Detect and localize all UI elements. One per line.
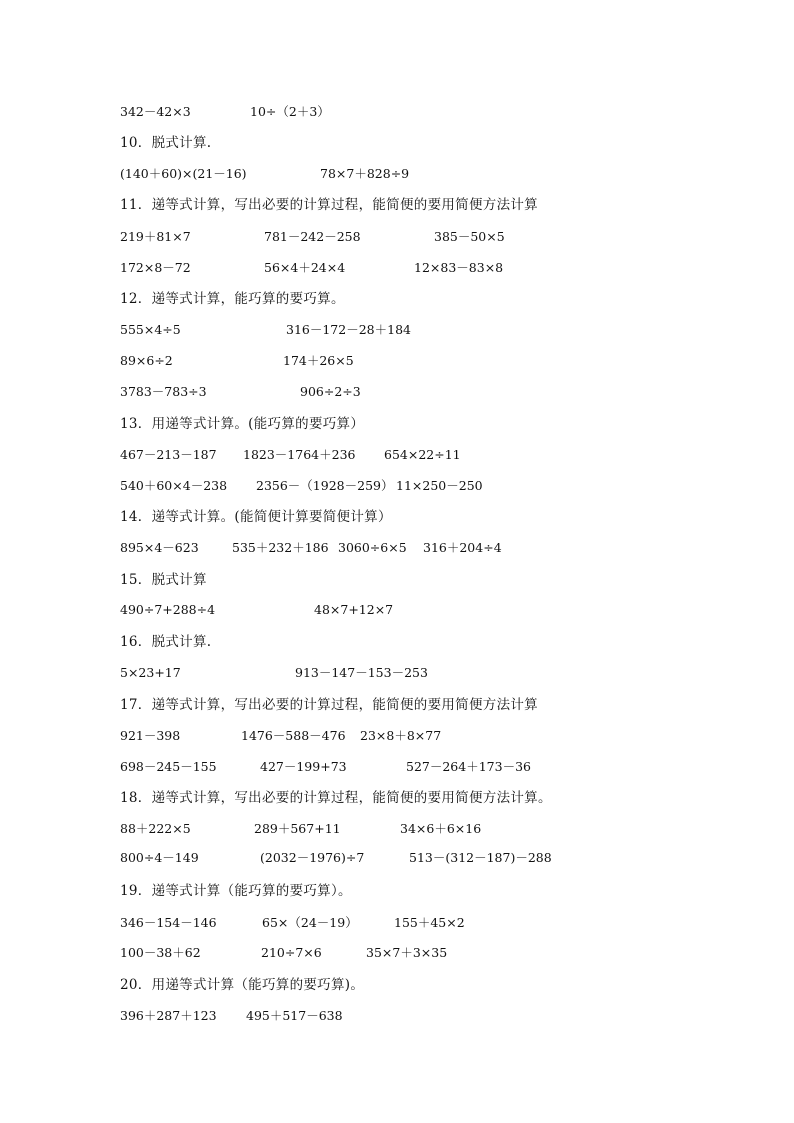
expression-row (0, 351, 794, 371)
expression-row (0, 227, 794, 247)
expression-row (0, 726, 794, 746)
question-title (0, 881, 794, 901)
expression: 78×7＋828÷9 (320, 166, 410, 181)
expression-row (0, 164, 794, 184)
expression: 10÷（2＋3） (250, 104, 330, 119)
question-title-text: 16．脱式计算. (120, 634, 212, 650)
expression: 3783－783÷3 (120, 384, 207, 399)
expression: 65×（24－19） (262, 915, 358, 930)
question-title (0, 570, 794, 590)
question-title (0, 289, 794, 309)
question-title (0, 632, 794, 652)
expression: 210÷7×6 (261, 945, 322, 960)
expression-row (0, 663, 794, 683)
question-title-text: 10．脱式计算. (120, 135, 212, 151)
expression: 467－213－187 (120, 447, 217, 462)
expression: 913－147－153－253 (295, 665, 428, 680)
expression-row (0, 757, 794, 777)
expression: 385－50×5 (434, 229, 505, 244)
expression: 89×6÷2 (120, 353, 173, 368)
expression: 12×83－83×8 (414, 260, 504, 275)
expression: 396＋287＋123 (120, 1008, 217, 1023)
expression: 1823－1764＋236 (243, 447, 356, 462)
question-title-text: 11．递等式计算，写出必要的计算过程，能简便的要用简便方法计算 (120, 197, 538, 213)
expression: 427－199+73 (260, 759, 347, 774)
expression-row (0, 382, 794, 402)
expression-row (0, 538, 794, 558)
expression: 540＋60×4－238 (120, 478, 228, 493)
expression: 174＋26×5 (283, 353, 354, 368)
expression: 654×22÷11 (384, 447, 461, 462)
expression: 35×7＋3×35 (366, 945, 448, 960)
expression: 316－172－28＋184 (286, 322, 411, 337)
expression: 921－398 (120, 728, 181, 743)
expression: 555×4÷5 (120, 322, 181, 337)
question-title-text: 14．递等式计算。(能简便计算要简便计算） (120, 509, 392, 525)
expression-row (0, 1006, 794, 1026)
expression: 56×4＋24×4 (264, 260, 346, 275)
expression-row (0, 445, 794, 465)
expression: 316＋204÷4 (423, 540, 502, 555)
question-title-text: 17．递等式计算，写出必要的计算过程，能简便的要用简便方法计算 (120, 697, 538, 713)
expression-row (0, 102, 794, 122)
expression: 2356－（1928－259） (256, 478, 394, 493)
question-title-text: 15．脱式计算 (120, 572, 207, 588)
question-title-text: 13．用递等式计算。(能巧算的要巧算） (120, 416, 365, 432)
expression: (140＋60)×(21－16) (120, 166, 247, 181)
expression: 346－154－146 (120, 915, 217, 930)
question-title-text: 12．递等式计算，能巧算的要巧算。 (120, 291, 345, 307)
expression: 800÷4－149 (120, 850, 199, 865)
expression: 3060÷6×5 (338, 540, 407, 555)
question-title (0, 195, 794, 215)
expression: 781－242－258 (264, 229, 361, 244)
expression-row (0, 848, 794, 868)
expression: 23×8＋8×77 (360, 728, 442, 743)
expression-row (0, 943, 794, 963)
question-title (0, 975, 794, 995)
expression: 289＋567+11 (254, 821, 341, 836)
question-title (0, 414, 794, 434)
expression: 490÷7+288÷4 (120, 602, 216, 617)
expression: 906÷2÷3 (300, 384, 361, 399)
expression: 34×6＋6×16 (400, 821, 482, 836)
question-title (0, 695, 794, 715)
expression-row (0, 600, 794, 620)
expression-row (0, 913, 794, 933)
question-title (0, 507, 794, 527)
expression-row (0, 476, 794, 496)
expression: 495＋517－638 (246, 1008, 343, 1023)
expression-row (0, 258, 794, 278)
question-title-text: 18．递等式计算，写出必要的计算过程，能简便的要用简便方法计算。 (120, 790, 552, 806)
expression-row (0, 819, 794, 839)
expression: 527－264＋173－36 (406, 759, 531, 774)
expression: 172×8－72 (120, 260, 191, 275)
expression: 100－38＋62 (120, 945, 201, 960)
expression: 219＋81×7 (120, 229, 191, 244)
expression: 513－(312－187)－288 (409, 850, 552, 865)
question-title (0, 788, 794, 808)
expression: 895×4－623 (120, 540, 199, 555)
question-title-text: 19．递等式计算（能巧算的要巧算）。 (120, 883, 352, 899)
expression: 535＋232＋186 (232, 540, 329, 555)
expression: 1476－588－476 (241, 728, 346, 743)
question-title-text: 20．用递等式计算（能巧算的要巧算)。 (120, 977, 365, 993)
expression: 698－245－155 (120, 759, 217, 774)
expression: 155＋45×2 (394, 915, 465, 930)
expression: 48×7+12×7 (314, 602, 394, 617)
expression: 342－42×3 (120, 104, 191, 119)
question-title (0, 133, 794, 153)
expression-row (0, 320, 794, 340)
expression: (2032－1976)÷7 (260, 850, 365, 865)
expression: 88＋222×5 (120, 821, 191, 836)
expression: 5×23+17 (120, 665, 181, 680)
expression: 11×250－250 (396, 478, 483, 493)
